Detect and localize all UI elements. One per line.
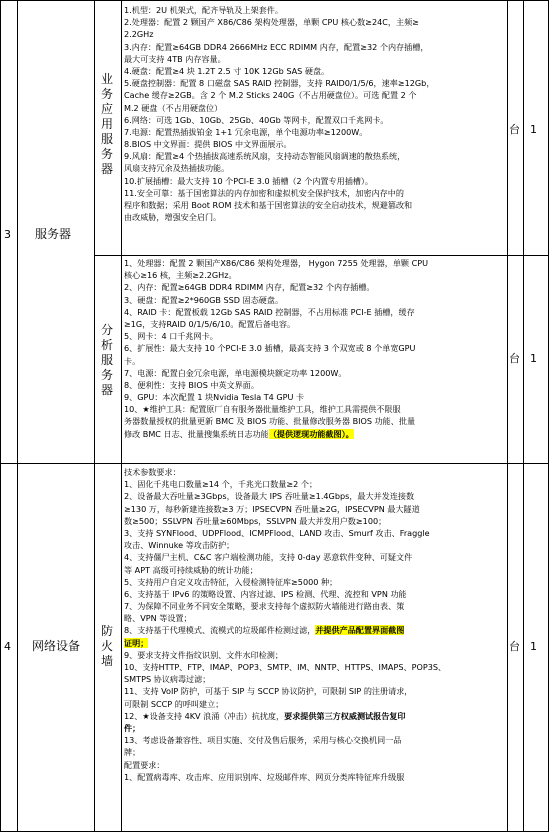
spec-line: 最大可支持 4TB 内存容量。 <box>124 53 226 64</box>
quantity-cell: 1 <box>530 123 537 136</box>
spec-line: 2、内存：配置≥64GB DDR4 RDIMM 内存，配置≥32 个内存插槽。 <box>124 282 375 293</box>
spec-line: 核心≥16 核，主频≥2.2GHz。 <box>124 270 237 281</box>
spec-line: 6.网络：可选 1Gb、10Gb、25Gb、40Gb 等网卡，配置双口千兆网卡。 <box>124 114 389 125</box>
spec-line: 10、★维护工具：配置原厂自有服务器批量维护工具，维护工具需提供不限服 <box>124 404 401 415</box>
col-divider-spec <box>507 0 508 832</box>
row-index: 3 <box>4 228 11 241</box>
quantity-cell: 1 <box>530 640 537 653</box>
spec-line: 程序和数据；采用 Boot ROM 技术和基于国密算法的安全启动技术，规避篡改和 <box>124 200 413 210</box>
spec-line: ≥1G，支持RAID 0/1/5/6/10。配置后备电容。 <box>124 318 296 329</box>
spec-line: 9、要求支持文件指纹识别、文件水印检测； <box>124 649 283 660</box>
spec-line: 牌； <box>124 747 141 758</box>
spec-line: 5.硬盘控制器：配置 8 口磁盘 SAS RAID 控制器，支持 RAID0/1/5/6，速率≥12Gb， <box>124 78 435 89</box>
spec-line <box>124 637 506 649</box>
spec-line: 可限制 SCCP 的呼叫建立； <box>124 698 224 709</box>
spec-line <box>124 722 506 734</box>
table-border-right <box>548 0 549 832</box>
spec-line: 11.安全可靠：基于国密算法的内存加密和虚拟机安全保护技术，加密内存中的 <box>124 187 404 198</box>
col-divider-index <box>17 0 18 832</box>
spec-line: 2.2GHz <box>124 29 154 40</box>
bold-note: 件； <box>124 722 141 733</box>
spec-line: 2.处理器：配置 2 颗国产 X86/C86 架构处理器，单颗 CPU 核心数≥24C，主频≥ <box>124 17 419 28</box>
spec-line: ≥130 万，每秒新建连接数≥3 万；IPSECVPN 吞吐量≥2G，IPSECVPN 最大隧道 <box>124 503 420 514</box>
spec-line: 8.BIOS 中文界面：提供 BIOS 中文界面展示。 <box>124 139 292 150</box>
spec-line: 配置要求： <box>124 759 165 770</box>
col-divider-name <box>121 0 122 832</box>
spec-line: 4.硬盘：配置≥4 块 1.2T 2.5 寸 10K 12Gb SAS 硬盘。 <box>124 65 330 76</box>
spec-line: 1.机型：2U 机架式，配齐导轨及上架套件。 <box>124 5 283 15</box>
spec-line: 9、GPU：本次配置 1 块Nvidia Tesla T4 GPU 卡 <box>124 392 305 403</box>
spec-line: 13、考虑设备兼容性、项目实施、交付及售后服务，采用与核心交换机同一品 <box>124 735 402 746</box>
spec-line: 5、支持用户自定义攻击特征，入侵检测特征库≥5000 种； <box>124 576 338 587</box>
spec-line <box>124 428 506 440</box>
table-border-left <box>0 0 1 832</box>
spec-line <box>124 624 506 636</box>
unit-cell: 台 <box>509 640 520 653</box>
spec-line: 3、支持 SYNFlood、UDPFlood、ICMPFlood、LAND 攻击、Smurf 攻击、Fraggle <box>124 527 430 538</box>
spec-line: 3、硬盘：配置≥2*960GB SSD 固态硬盘。 <box>124 294 284 305</box>
spec-line: 5、网卡：4 口千兆网卡。 <box>124 331 218 342</box>
spec-line: 9.风扇：配置≥4 个热插拔高速系统风扇，支持动态智能风扇调速的散热系统， <box>124 151 406 162</box>
spec-line: M.2 硬盘（不占用硬盘位） <box>124 102 223 113</box>
highlight-note: （提供逻现功能截图）。 <box>268 428 354 439</box>
spec-line: 数≥500；SSLVPN 吞吐量≥60Mbps，SSLVPN 最大并发用户数≥100； <box>124 515 387 526</box>
spec-line: SMTPS 协议病毒过滤； <box>124 674 211 685</box>
spec-line: 10.扩展插槽：最大支持 10 个PCI-E 3.0 插槽（2 个内置专用插槽）。 <box>124 175 374 186</box>
col-divider-unit <box>523 0 524 832</box>
quantity-cell: 1 <box>530 352 537 365</box>
spec-text: 修改 BMC 日志、批量搜集系统日志功能 <box>124 428 269 439</box>
spec-line: 风扇支持冗余及热插拔功能。 <box>124 163 230 174</box>
spec-content <box>124 257 506 440</box>
spec-line: 攻击、Winnuke 等攻击防护； <box>124 540 235 551</box>
spec-line: 技术参数要求： <box>124 467 181 477</box>
spec-line: 6、支持基于 IPv6 的策略设置、内容过滤、IPS 检测、代理、流控和 VPN 功能 <box>124 588 407 599</box>
row-index: 4 <box>4 640 11 653</box>
spec-line: 卡。 <box>124 355 141 366</box>
subrow-name: 分析服务器 <box>100 323 113 397</box>
row-divider <box>0 463 549 464</box>
subrow-name: 业务应用服务器 <box>100 72 113 176</box>
spec-line: 4、RAID 卡：配置板载 12Gb SAS RAID 控制器，不占用标准 PCI-E 插槽，缓存 <box>124 306 415 317</box>
spec-line: 7.电源：配置热插拔铂金 1+1 冗余电源，单个电源功率≥1200W。 <box>124 126 368 137</box>
spec-text: 8、支持基于代理模式、流模式的垃圾邮件检测过滤， <box>124 625 316 636</box>
spec-line: 10、支持HTTP、FTP、IMAP、POP3、SMTP、IM、NNTP、HTTPS、IMAPS、POP3S、 <box>124 662 447 672</box>
spec-line: 2、设备最大吞吐量≥3Gbps，设备最大 IPS 吞吐量≥1.4Gbps，最大并发连接数 <box>124 491 415 502</box>
spec-line: 等 APT 高级可持续威胁的统计功能； <box>124 564 258 575</box>
spec-line: Cache 缓存≥2GB。含 2 个 M.2 Sticks 240G（不占用硬盘位）。可选 配置 2 个 <box>124 90 417 101</box>
row-category: 服务器 <box>35 227 72 241</box>
spec-line: 7、为保障不同业务不同安全策略，要求支持每个虚拟防火墙能进行路由表、策 <box>124 601 405 612</box>
spec-line: 略、VPN 等设置； <box>124 613 192 624</box>
spec-line: 1、配置病毒库、攻击库、应用识别库、垃圾邮件库、网页分类库特征库升级服 <box>124 771 405 782</box>
spec-line: 1、固化千兆电口数量≥14 个，千兆光口数量≥2 个； <box>124 479 318 490</box>
spec-line: 3.内存：配置≥64GB DDR4 2666MHz ECC RDIMM 内存，配置≥32 个内存插槽， <box>124 41 429 52</box>
spec-line: 7、电源：配置白金冗余电源，单电源模块额定功率 1200W。 <box>124 367 347 378</box>
highlight-note: 并提供产品配置界面截图 <box>315 625 405 636</box>
col-divider-category <box>94 0 95 832</box>
bold-note: 要求提供第三方权威测试报告复印 <box>284 710 406 721</box>
spec-line: 1、处理器：配置 2 颗国产X86/C86 架构处理器， Hygon 7255 处理器，单颗 CPU <box>124 258 429 268</box>
highlight-note: 证明； <box>124 637 149 648</box>
spec-line <box>124 710 506 722</box>
subrow-divider <box>94 255 549 256</box>
unit-cell: 台 <box>509 352 520 365</box>
row-category: 网络设备 <box>32 639 81 653</box>
unit-cell: 台 <box>509 123 520 136</box>
spec-line: 8、便利性：支持 BIOS 中英文界面。 <box>124 379 259 390</box>
spec-line: 由改威胁，增强安全启门。 <box>124 212 222 223</box>
spec-content <box>124 466 506 783</box>
spec-line: 6、扩展性：最大支持 10 个PCI-E 3.0 插槽，最高支持 3 个双宽或 8 个单宽GPU <box>124 343 416 354</box>
spec-line: 4、支持僵尸主机、C&C 客户端检测功能，支持 0-day 恶意软件变种、可疑文件 <box>124 552 413 563</box>
spec-text: 12、★设备支持 4KV 浪涌（冲击）抗扰度， <box>124 710 285 721</box>
spec-line: 11、支持 VoIP 防护，可基于 SIP 与 SCCP 协议防护，可限制 SIP 的注册请求， <box>124 686 413 697</box>
subrow-name: 防火墙 <box>100 624 113 668</box>
table-border-top <box>0 0 549 1</box>
spec-line: 务器数量授权的批量更新 BMC 及 BIOS 功能、批量修改服务器 BIOS 功能、批量 <box>124 416 416 427</box>
spec-content <box>124 4 506 223</box>
